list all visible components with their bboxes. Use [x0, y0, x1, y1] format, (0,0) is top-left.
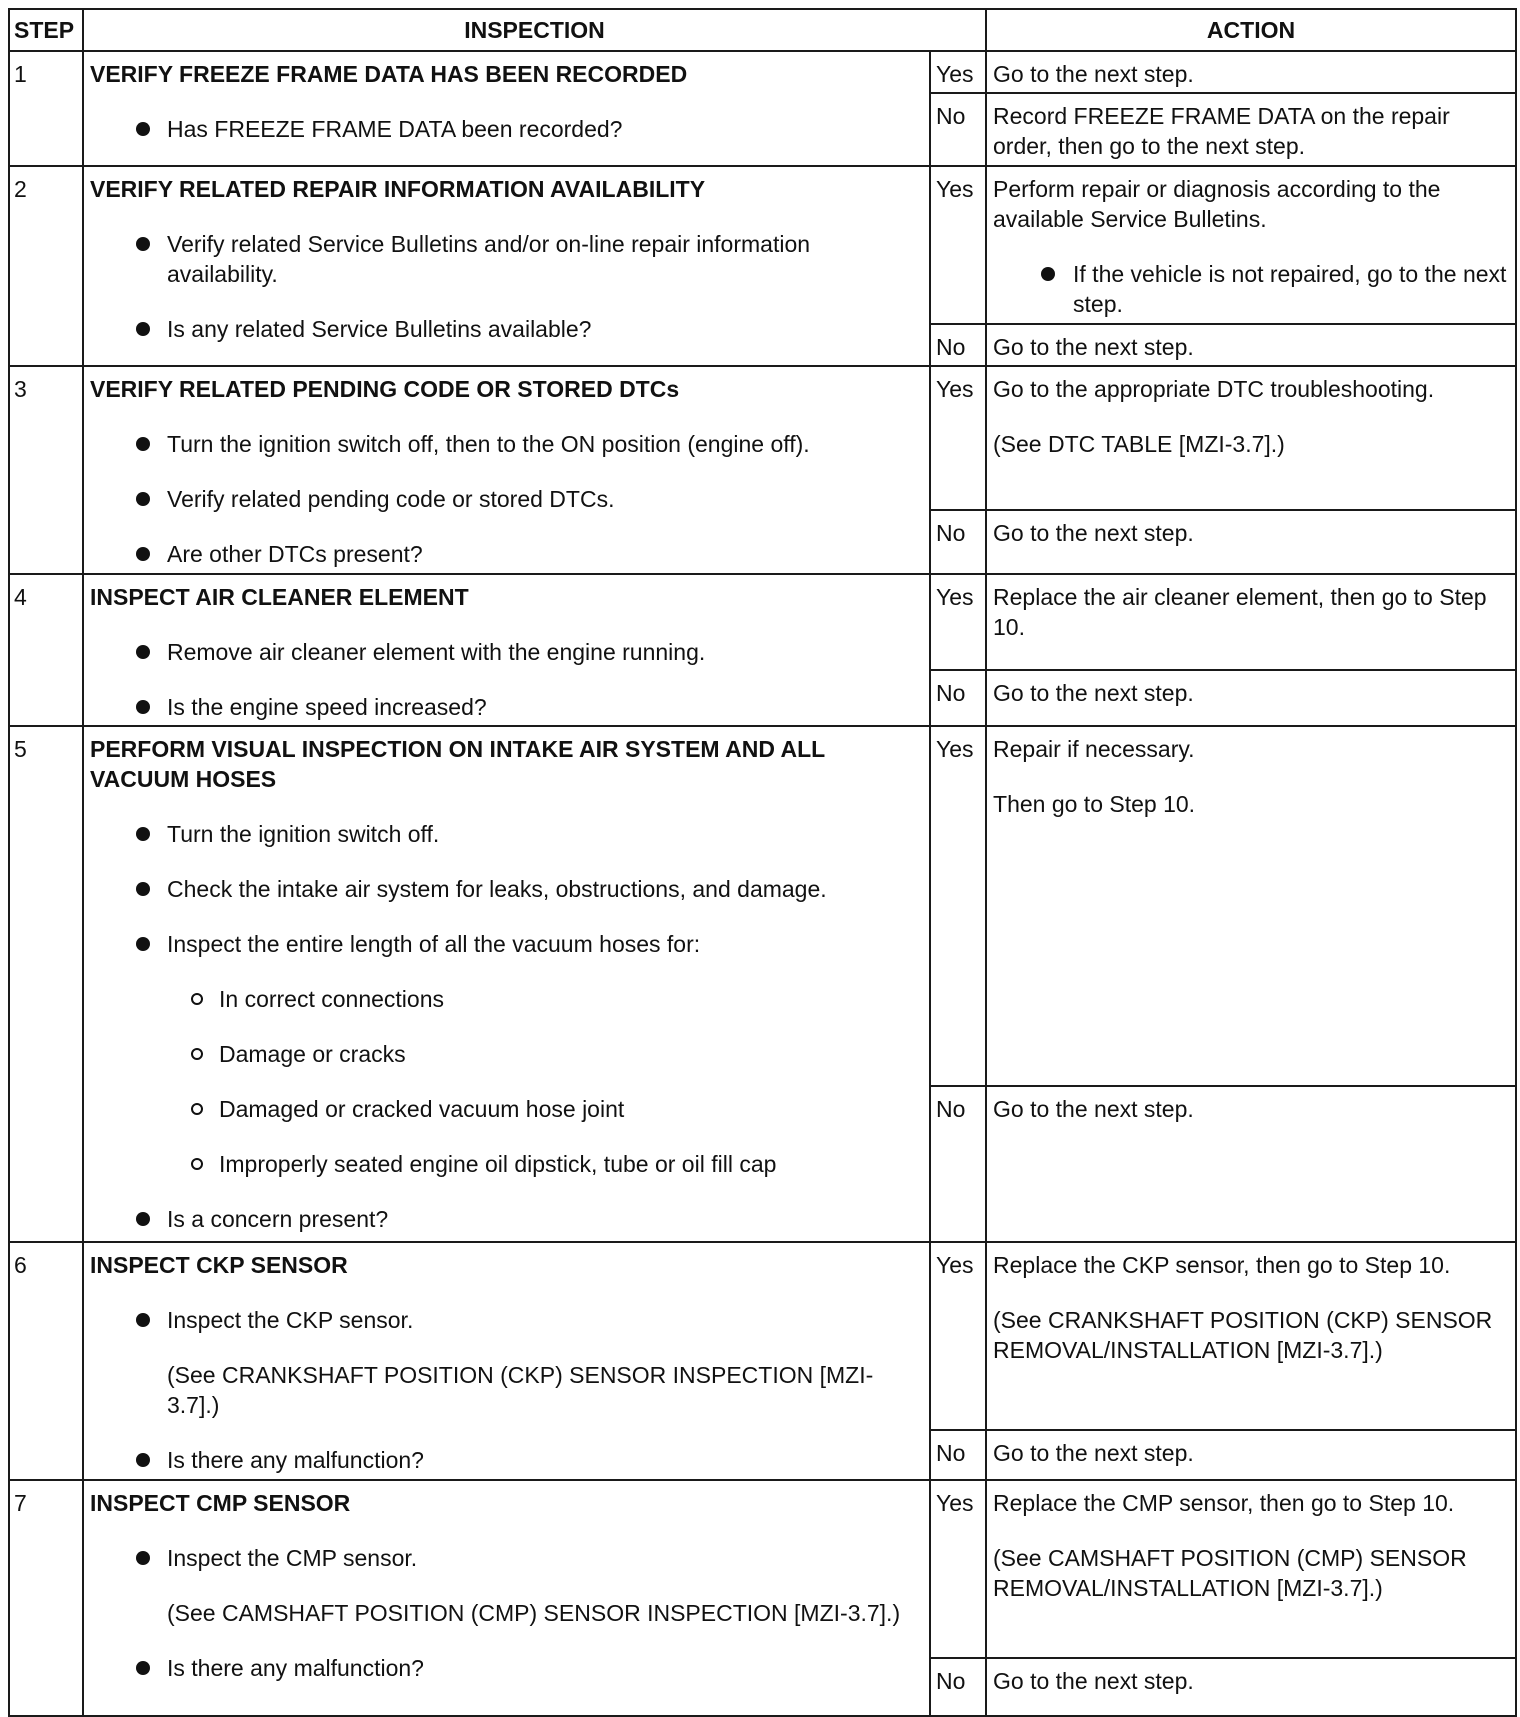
yes-action: [986, 366, 1516, 510]
yes-action: [986, 1480, 1516, 1658]
table-header-row: [9, 9, 1516, 51]
list-item: If the vehicle is not repaired, go to the next step.: [993, 259, 1509, 319]
header-step: STEP: [9, 9, 83, 51]
diagnostic-table: [8, 8, 1517, 1717]
step-4-yes-row: [9, 574, 1516, 670]
reference-note: (See CRANKSHAFT POSITION (CKP) SENSOR INSPECTION [MZI-3.7].): [167, 1362, 874, 1418]
header-action: ACTION: [986, 9, 1516, 51]
step-6-yes-row: [9, 1242, 1516, 1430]
step-5-yes-row: [9, 726, 1516, 1086]
list-item: Is there any malfunction?: [90, 1445, 923, 1475]
no-label: No: [930, 510, 986, 574]
list-item: [90, 1305, 923, 1420]
yes-label: Yes: [930, 726, 986, 1086]
reference-note: (See CAMSHAFT POSITION (CMP) SENSOR INSPECTION [MZI-3.7].): [167, 1600, 901, 1626]
action-text: Go to the next step.: [993, 1440, 1194, 1466]
step-number: 7: [9, 1480, 83, 1716]
step-7-yes-row: [9, 1480, 1516, 1658]
list-item: Check the intake air system for leaks, obstructions, and damage.: [90, 874, 923, 904]
yes-label: Yes: [930, 1242, 986, 1430]
list-item: Is the engine speed increased?: [90, 692, 923, 722]
action-text: Replace the CKP sensor, then go to Step 10.: [993, 1252, 1451, 1278]
step-1-yes-row: [9, 51, 1516, 93]
step-inspection: [83, 51, 930, 166]
no-action: [986, 93, 1516, 166]
yes-label: Yes: [930, 574, 986, 670]
yes-label: Yes: [930, 366, 986, 510]
header-inspection: INSPECTION: [83, 9, 986, 51]
no-action: [986, 510, 1516, 574]
action-text: Replace the CMP sensor, then go to Step 10.: [993, 1490, 1455, 1516]
no-action: [986, 1086, 1516, 1242]
step-number: 2: [9, 166, 83, 366]
action-text: Go to the next step.: [993, 1668, 1194, 1694]
sub-list-item: Improperly seated engine oil dipstick, tube or oil fill cap: [167, 1149, 923, 1179]
step-2-yes-row: [9, 166, 1516, 324]
action-text: Repair if necessary.: [993, 736, 1195, 762]
action-text: Perform repair or diagnosis according to the available Service Bulletins.: [993, 176, 1441, 232]
step-inspection: [83, 1480, 930, 1716]
no-action: [986, 324, 1516, 366]
yes-label: Yes: [930, 1480, 986, 1658]
step-number: 5: [9, 726, 83, 1242]
list-item: Verify related pending code or stored DTCs.: [90, 484, 923, 514]
no-label: No: [930, 1430, 986, 1480]
step-inspection: [83, 366, 930, 574]
list-item: Are other DTCs present?: [90, 539, 923, 569]
inspection-list: [90, 819, 923, 1234]
step-inspection: [83, 726, 930, 1242]
step-inspection: [83, 166, 930, 366]
step-title: INSPECT AIR CLEANER ELEMENT: [90, 584, 469, 610]
action-reference: (See CRANKSHAFT POSITION (CKP) SENSOR REMOVAL/INSTALLATION [MZI-3.7].): [993, 1307, 1493, 1363]
list-item: Is there any malfunction?: [90, 1653, 923, 1683]
inspection-list: [90, 229, 923, 344]
no-label: No: [930, 670, 986, 726]
action-text: Go to the next step.: [993, 680, 1194, 706]
inspection-list: [90, 114, 923, 144]
inspection-list: [90, 1543, 923, 1683]
list-item: Turn the ignition switch off.: [90, 819, 923, 849]
list-item: Is any related Service Bulletins available?: [90, 314, 923, 344]
yes-label: Yes: [930, 51, 986, 93]
action-text: Go to the next step.: [993, 61, 1194, 87]
no-action: [986, 670, 1516, 726]
yes-action: [986, 1242, 1516, 1430]
step-number: 6: [9, 1242, 83, 1480]
list-item: [90, 1543, 923, 1628]
step-number: 1: [9, 51, 83, 166]
inspection-list: [90, 429, 923, 569]
list-item: Has FREEZE FRAME DATA been recorded?: [90, 114, 923, 144]
inspection-list: [90, 1305, 923, 1475]
sub-list-item: Damage or cracks: [167, 1039, 923, 1069]
step-title: VERIFY RELATED PENDING CODE OR STORED DTCs: [90, 376, 680, 402]
no-label: No: [930, 324, 986, 366]
list-item: Remove air cleaner element with the engine running.: [90, 637, 923, 667]
action-reference: Then go to Step 10.: [993, 791, 1196, 817]
list-item-text: Inspect the CMP sensor.: [167, 1545, 418, 1571]
sub-list-item: In correct connections: [167, 984, 923, 1014]
list-item: Is a concern present?: [90, 1204, 923, 1234]
step-title: VERIFY FREEZE FRAME DATA HAS BEEN RECORDED: [90, 61, 688, 87]
step-number: 4: [9, 574, 83, 726]
action-text: Replace the air cleaner element, then go to Step 10.: [993, 584, 1487, 640]
list-item: [90, 929, 923, 1179]
step-number: 3: [9, 366, 83, 574]
yes-action: [986, 574, 1516, 670]
action-text: Record FREEZE FRAME DATA on the repair order, then go to the next step.: [993, 103, 1450, 159]
list-item: Turn the ignition switch off, then to the ON position (engine off).: [90, 429, 923, 459]
yes-action: [986, 726, 1516, 1086]
step-title: VERIFY RELATED REPAIR INFORMATION AVAILABILITY: [90, 176, 706, 202]
action-reference: (See CAMSHAFT POSITION (CMP) SENSOR REMOVAL/INSTALLATION [MZI-3.7].): [993, 1545, 1467, 1601]
step-3-yes-row: [9, 366, 1516, 510]
yes-action: [986, 51, 1516, 93]
no-label: No: [930, 1658, 986, 1716]
sub-list-item: Damaged or cracked vacuum hose joint: [167, 1094, 923, 1124]
list-item-text: Inspect the CKP sensor.: [167, 1307, 414, 1333]
list-item: Verify related Service Bulletins and/or on-line repair information availability.: [90, 229, 923, 289]
step-title: INSPECT CKP SENSOR: [90, 1252, 348, 1278]
action-text: Go to the appropriate DTC troubleshooting.: [993, 376, 1435, 402]
step-title: PERFORM VISUAL INSPECTION ON INTAKE AIR SYSTEM AND ALL VACUUM HOSES: [90, 736, 825, 792]
no-label: No: [930, 93, 986, 166]
no-action: [986, 1658, 1516, 1716]
action-text: Go to the next step.: [993, 1096, 1194, 1122]
action-text: Go to the next step.: [993, 334, 1194, 360]
step-inspection: [83, 1242, 930, 1480]
yes-action: [986, 166, 1516, 324]
sub-list: [167, 984, 923, 1179]
inspection-list: [90, 637, 923, 722]
diagnostic-procedure-sheet: [8, 8, 1515, 1717]
yes-label: Yes: [930, 166, 986, 324]
no-action: [986, 1430, 1516, 1480]
action-reference: (See DTC TABLE [MZI-3.7].): [993, 431, 1285, 457]
step-inspection: [83, 574, 930, 726]
step-title: INSPECT CMP SENSOR: [90, 1490, 351, 1516]
list-item-text: Inspect the entire length of all the vacuum hoses for:: [167, 931, 701, 957]
action-text: Go to the next step.: [993, 520, 1194, 546]
action-list: [993, 259, 1509, 319]
no-label: No: [930, 1086, 986, 1242]
